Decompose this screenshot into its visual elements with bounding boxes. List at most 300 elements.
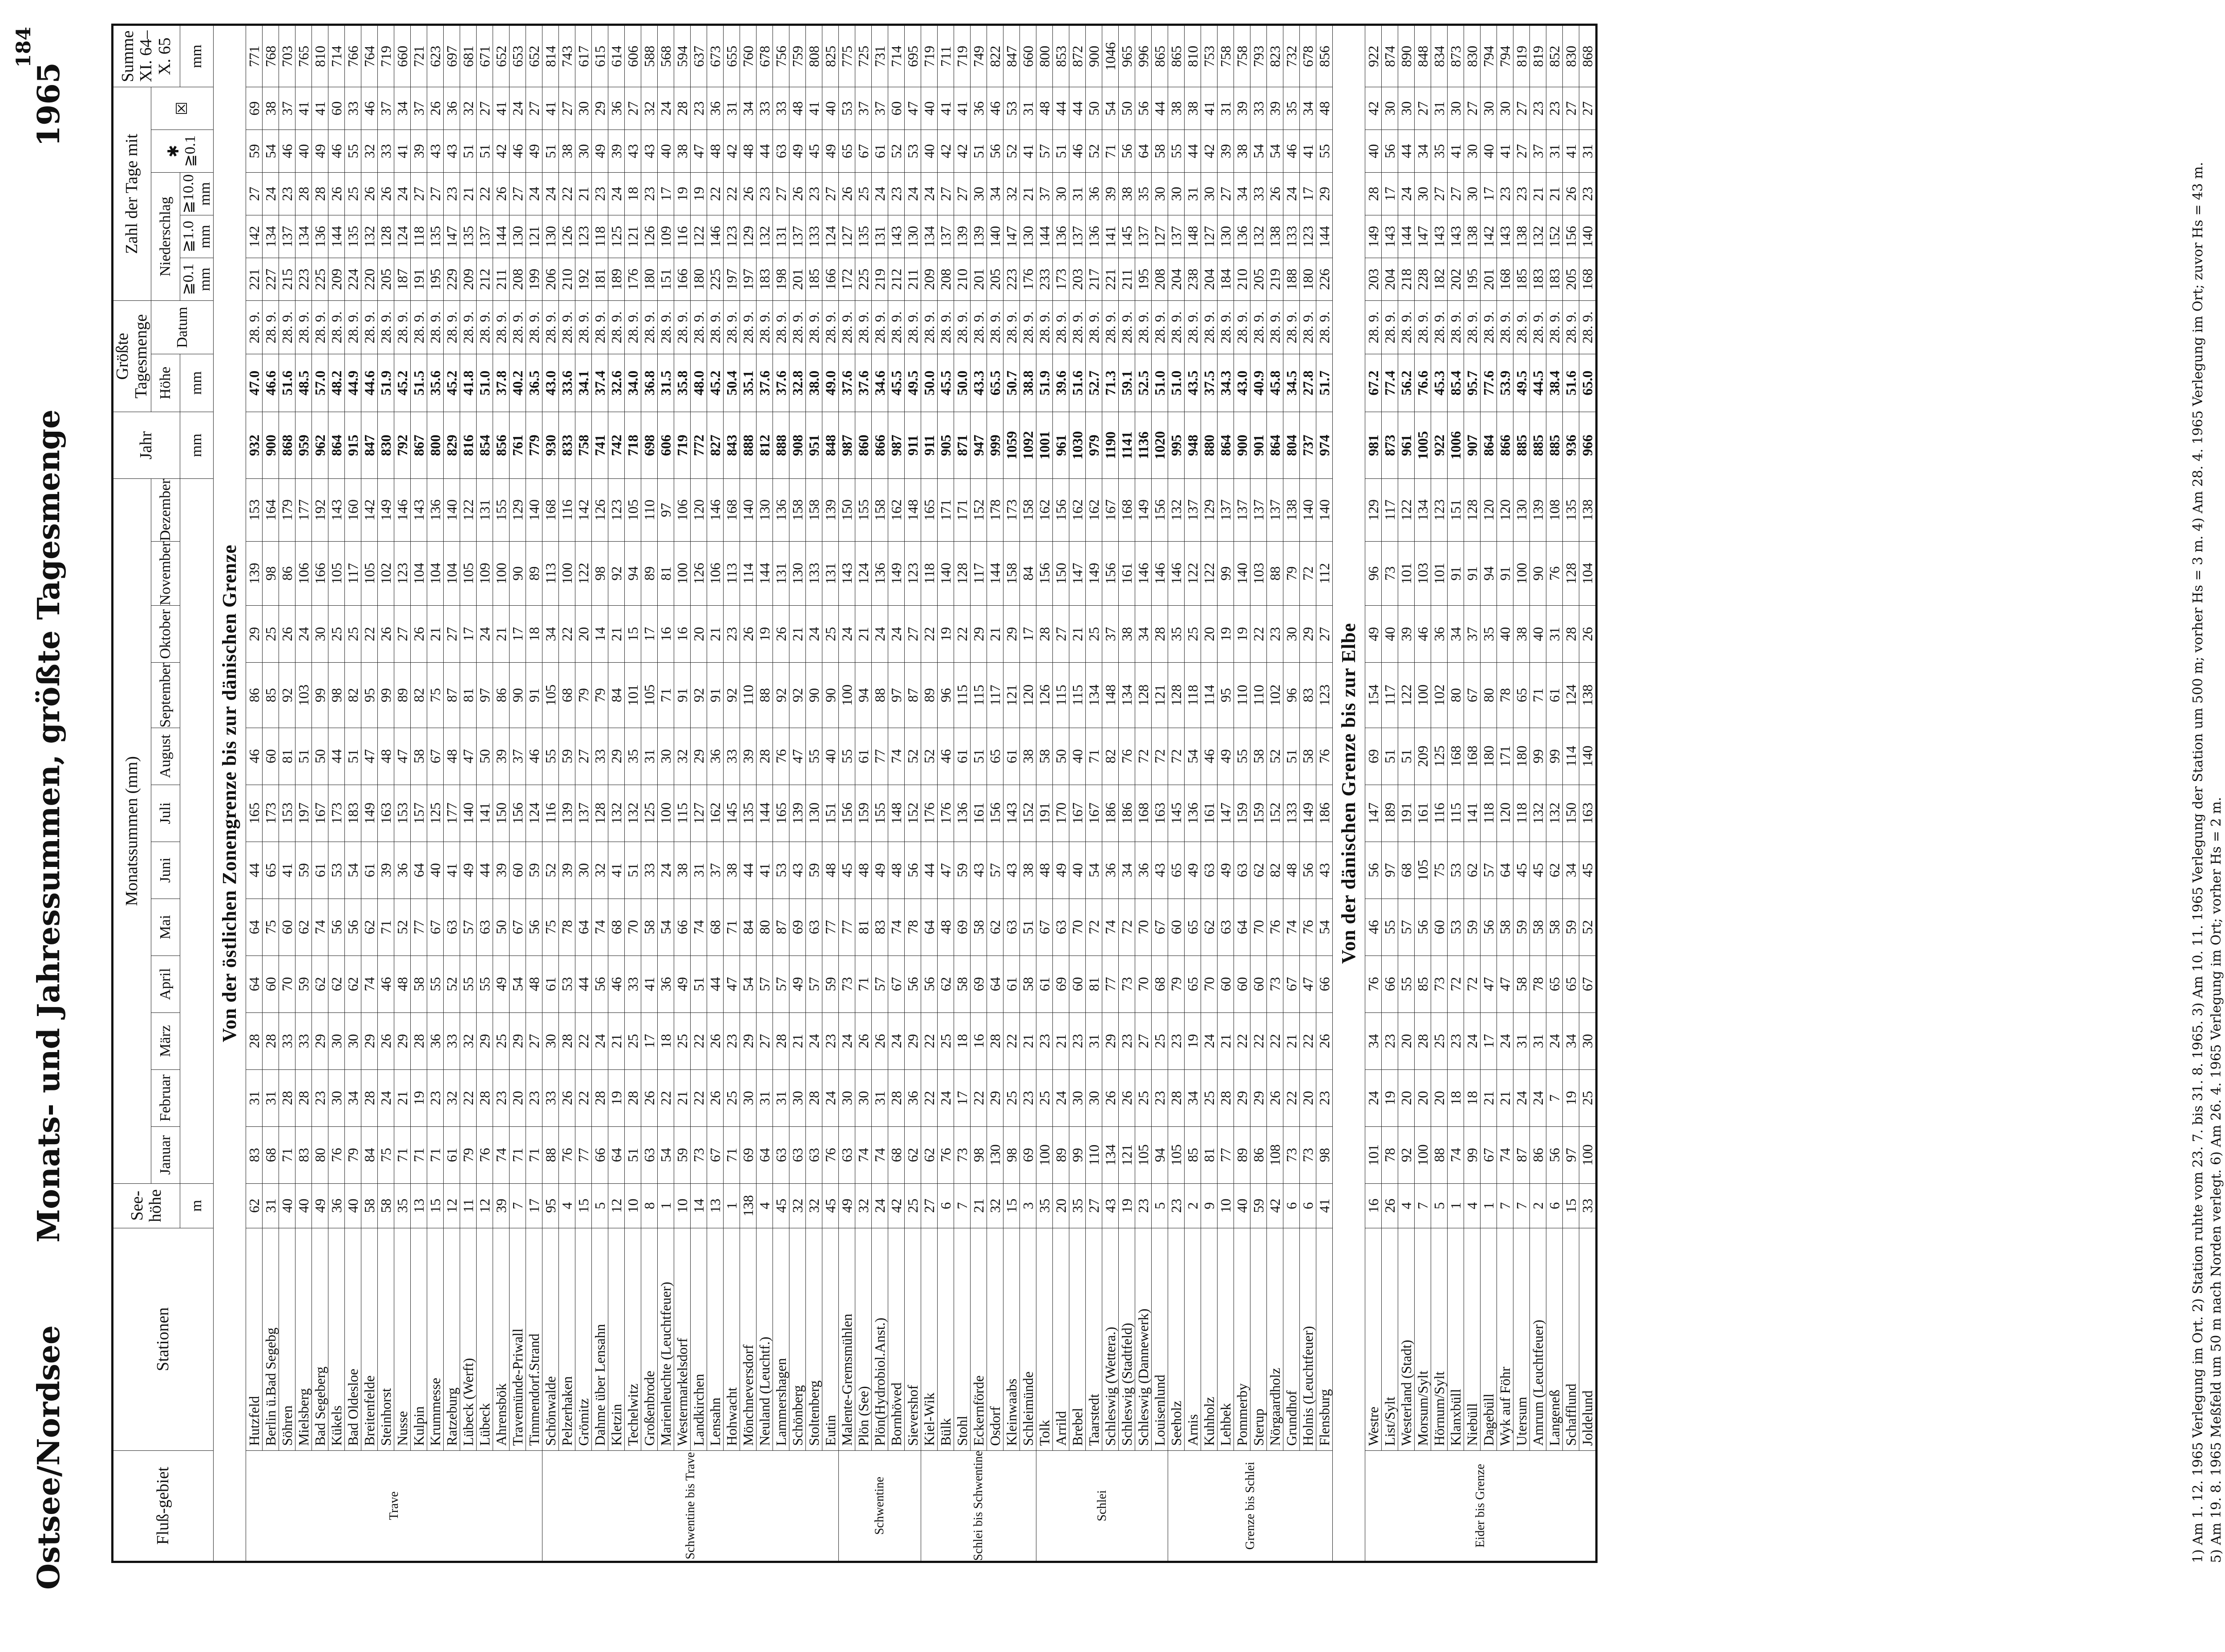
month-cell: 65: [1563, 956, 1579, 1012]
month-cell: 23: [1069, 1012, 1086, 1069]
days-snow-cell: 42: [954, 130, 971, 173]
table-row: [1579, 25, 1597, 1562]
days-snow-cell: 49: [592, 130, 608, 173]
month-cell: 96: [938, 663, 954, 728]
month-cell: 48: [888, 842, 905, 899]
table-row: [1415, 25, 1431, 1562]
days-n2-cell: 140: [987, 215, 1003, 258]
days-n3-cell: 24: [394, 173, 411, 215]
month-cell: 63: [789, 1126, 806, 1183]
station-name: Schleswig (Stadtfeld): [1119, 1228, 1135, 1450]
station-name: Kükels: [328, 1228, 345, 1450]
month-cell: 29: [246, 606, 263, 663]
month-cell: 24: [592, 1012, 608, 1069]
days-n1-cell: 197: [740, 258, 756, 301]
max-cell: 38.4: [1546, 354, 1563, 412]
days-snow-cell: 31: [1546, 130, 1563, 173]
year-cell: 981: [1365, 412, 1382, 479]
days-n2-cell: 142: [1481, 215, 1497, 258]
month-cell: 15: [625, 606, 641, 663]
title-left: Ostsee/Nordsee: [31, 1325, 67, 1590]
station-name: List/Sylt: [1382, 1228, 1398, 1450]
month-cell: 62: [295, 899, 312, 956]
max-cell: 34.0: [625, 354, 641, 412]
station-name: Osdorf: [987, 1228, 1003, 1450]
elevation-cell: 4: [559, 1183, 575, 1228]
date-cell: 28. 9.: [921, 301, 938, 354]
station-name: Kuhholz: [1201, 1228, 1218, 1450]
month-cell: 129: [510, 479, 526, 542]
col-max-height: Höhe: [151, 354, 180, 412]
sum-cell: 678: [1300, 25, 1316, 87]
days-thunder-cell: 40: [822, 87, 839, 130]
month-cell: 177: [295, 479, 312, 542]
month-cell: 81: [1201, 1126, 1218, 1183]
month-cell: 137: [1234, 479, 1250, 542]
month-cell: 136: [872, 541, 888, 606]
days-n3-cell: 23: [756, 173, 773, 215]
year-cell: 812: [756, 412, 773, 479]
month-cell: 58: [641, 899, 658, 956]
month-cell: 48: [1036, 842, 1053, 899]
sum-cell: 900: [1086, 25, 1102, 87]
days-thunder-cell: 46: [987, 87, 1003, 130]
days-n1-cell: 209: [460, 258, 477, 301]
station-name: Landkirchen: [691, 1228, 707, 1450]
month-cell: 48: [855, 842, 872, 899]
month-cell: 112: [1316, 541, 1333, 606]
month-cell: 73: [1431, 956, 1448, 1012]
month-cell: 140: [444, 479, 460, 542]
month-cell: 40: [1530, 606, 1546, 663]
days-n1-cell: 233: [1036, 258, 1053, 301]
month-cell: 16: [658, 606, 674, 663]
month-cell: 26: [378, 606, 394, 663]
month-cell: 51: [1398, 728, 1415, 785]
month-cell: 35: [625, 728, 641, 785]
date-cell: 28. 9.: [312, 301, 328, 354]
month-cell: 38: [1513, 606, 1530, 663]
month-cell: 73: [1119, 956, 1135, 1012]
days-n3-cell: 27: [773, 173, 789, 215]
days-thunder-cell: 31: [1431, 87, 1448, 130]
month-cell: 106: [707, 541, 724, 606]
days-n1-cell: 208: [1152, 258, 1168, 301]
month-cell: 25: [724, 1069, 740, 1126]
days-thunder-cell: 46: [361, 87, 378, 130]
days-n2-cell: 138: [1267, 215, 1283, 258]
table-body: [214, 25, 1597, 1562]
month-cell: 140: [460, 785, 477, 842]
month-cell: 18: [526, 606, 542, 663]
month-cell: 24: [806, 606, 822, 663]
thunder-box-icon: ☒: [151, 87, 214, 130]
month-cell: 77: [822, 899, 839, 956]
station-name: Joldelund: [1579, 1228, 1597, 1450]
month-cell: 65: [1168, 842, 1185, 899]
month-cell: 54: [1086, 842, 1102, 899]
month-cell: 63: [1234, 842, 1250, 899]
month-cell: 71: [1530, 663, 1546, 728]
month-cell: 89: [1053, 1126, 1069, 1183]
month-cell: 117: [987, 663, 1003, 728]
month-cell: 82: [1102, 728, 1119, 785]
col-days-group: Zahl der Tage mit: [113, 87, 151, 301]
days-n1-cell: 183: [756, 258, 773, 301]
max-cell: 67.2: [1365, 354, 1382, 412]
month-cell: 154: [1365, 663, 1382, 728]
date-cell: 28. 9.: [938, 301, 954, 354]
days-snow-cell: 63: [773, 130, 789, 173]
max-cell: 37.8: [493, 354, 510, 412]
days-snow-cell: 40: [1481, 130, 1497, 173]
month-cell: 7: [1546, 1069, 1563, 1126]
month-cell: 24: [839, 606, 855, 663]
station-name: Berlin ü.Bad Segebg: [263, 1228, 279, 1450]
days-n1-cell: 208: [938, 258, 954, 301]
year-cell: 922: [1431, 412, 1448, 479]
year-cell: 854: [477, 412, 493, 479]
month-cell: 155: [493, 479, 510, 542]
month-cell: 23: [724, 606, 740, 663]
elevation-cell: 15: [575, 1183, 592, 1228]
days-snow-cell: 45: [806, 130, 822, 173]
year-cell: 907: [1464, 412, 1481, 479]
month-cell: 22: [921, 1069, 938, 1126]
date-cell: 28. 9.: [905, 301, 921, 354]
month-cell: 41: [608, 842, 625, 899]
month-cell: 58: [1546, 899, 1563, 956]
month-cell: 135: [740, 785, 756, 842]
col-max-group: Größte Tagesmenge: [113, 301, 151, 412]
days-snow-cell: 46: [510, 130, 526, 173]
month-cell: 45: [1530, 842, 1546, 899]
year-cell: 1030: [1069, 412, 1086, 479]
month-cell: 26: [1316, 1012, 1333, 1069]
month-cell: 128: [1563, 541, 1579, 606]
month-cell: 23: [1448, 1012, 1464, 1069]
month-cell: 158: [1020, 479, 1036, 542]
month-cell: 28: [1563, 606, 1579, 663]
days-snow-cell: 40: [295, 130, 312, 173]
sum-cell: 819: [1513, 25, 1530, 87]
month-cell: 22: [460, 1069, 477, 1126]
max-cell: 38.8: [1020, 354, 1036, 412]
days-n1-cell: 225: [707, 258, 724, 301]
days-n2-cell: 143: [1448, 215, 1464, 258]
month-cell: 91: [1448, 541, 1464, 606]
month-cell: 18: [954, 1012, 971, 1069]
month-cell: 140: [1579, 728, 1597, 785]
month-cell: 114: [740, 541, 756, 606]
max-cell: 49.5: [905, 354, 921, 412]
days-thunder-cell: 69: [246, 87, 263, 130]
month-cell: 52: [905, 728, 921, 785]
max-cell: 48.0: [691, 354, 707, 412]
month-cell: 144: [987, 541, 1003, 606]
month-cell: 89: [394, 663, 411, 728]
days-thunder-cell: 37: [872, 87, 888, 130]
elevation-cell: 49: [312, 1183, 328, 1228]
days-n3-cell: 26: [740, 173, 756, 215]
days-n1-cell: 201: [1481, 258, 1497, 301]
month-cell: 136: [954, 785, 971, 842]
days-n2-cell: 152: [1546, 215, 1563, 258]
month-cell: 22: [575, 1069, 592, 1126]
days-n1-cell: 181: [592, 258, 608, 301]
year-cell: 779: [526, 412, 542, 479]
month-cell: 74: [1102, 899, 1119, 956]
month-cell: 34: [1563, 842, 1579, 899]
max-cell: 37.4: [592, 354, 608, 412]
table-row: [954, 25, 971, 1562]
year-cell: 741: [592, 412, 608, 479]
month-cell: 36: [707, 728, 724, 785]
month-cell: 28: [1036, 606, 1053, 663]
station-name: Lübeck (Werft): [460, 1228, 477, 1450]
max-cell: 34.5: [1283, 354, 1300, 412]
page-number: 184: [12, 27, 35, 68]
month-cell: 65: [1185, 899, 1201, 956]
month-cell: 70: [1135, 956, 1152, 1012]
days-thunder-cell: 34: [1300, 87, 1316, 130]
elevation-cell: 12: [477, 1183, 493, 1228]
month-cell: 19: [1563, 1069, 1579, 1126]
month-cell: 23: [427, 1069, 444, 1126]
month-cell: 100: [839, 663, 855, 728]
month-cell: 146: [1152, 541, 1168, 606]
month-cell: 143: [328, 479, 345, 542]
month-cell: 138: [1579, 663, 1597, 728]
date-cell: 28. 9.: [971, 301, 987, 354]
month-cell: 49: [1185, 842, 1201, 899]
sum-cell: 695: [905, 25, 921, 87]
days-thunder-cell: 38: [1168, 87, 1185, 130]
days-n2-cell: 143: [1497, 215, 1513, 258]
month-cell: 105: [625, 479, 641, 542]
table-row: [888, 25, 905, 1562]
month-cell: 55: [1382, 899, 1398, 956]
month-cell: 70: [625, 899, 641, 956]
month-cell: 72: [1300, 541, 1316, 606]
month-cell: 105: [460, 541, 477, 606]
days-n2-cell: 142: [246, 215, 263, 258]
month-cell: 151: [822, 785, 839, 842]
month-cell: 55: [477, 956, 493, 1012]
month-cell: 33: [295, 1012, 312, 1069]
month-cell: 34: [1365, 1012, 1382, 1069]
sum-cell: 775: [839, 25, 855, 87]
year-cell: 885: [1530, 412, 1546, 479]
year-cell: 606: [658, 412, 674, 479]
month-cell: 76: [1300, 899, 1316, 956]
month-cell: 165: [921, 479, 938, 542]
month-cell: 21: [427, 606, 444, 663]
days-snow-cell: 52: [888, 130, 905, 173]
month-cell: 97: [658, 479, 674, 542]
month-cell: 167: [1102, 479, 1119, 542]
year-cell: 864: [1481, 412, 1497, 479]
month-cell: 68: [559, 663, 575, 728]
month-cell: 151: [1448, 479, 1464, 542]
days-n1-cell: 209: [328, 258, 345, 301]
month-cell: 47: [938, 842, 954, 899]
month-cell: 103: [1415, 541, 1431, 606]
table-row: [839, 25, 855, 1562]
month-cell: 101: [1398, 541, 1415, 606]
date-cell: 28. 9.: [394, 301, 411, 354]
month-cell: 50: [493, 899, 510, 956]
max-cell: 53.9: [1497, 354, 1513, 412]
month-cell: 24: [658, 842, 674, 899]
month-cell: 24: [872, 606, 888, 663]
sum-cell: 568: [658, 25, 674, 87]
month-cell: 47: [361, 728, 378, 785]
days-thunder-cell: 38: [263, 87, 279, 130]
month-cell: 63: [1003, 899, 1020, 956]
table-row: [724, 25, 740, 1562]
month-cell: 162: [707, 785, 724, 842]
days-thunder-cell: 33: [345, 87, 361, 130]
month-cell: 29: [1003, 606, 1020, 663]
month-cell: 38: [1020, 842, 1036, 899]
station-name: Techelwitz: [625, 1228, 641, 1450]
month-cell: 28: [756, 728, 773, 785]
col-n3: ≧10.0 mm: [180, 173, 214, 215]
year-cell: 742: [608, 412, 625, 479]
month-cell: 21: [789, 606, 806, 663]
month-cell: 28: [1152, 606, 1168, 663]
month-cell: 37: [1464, 606, 1481, 663]
month-cell: 53: [559, 956, 575, 1012]
month-cell: 74: [691, 899, 707, 956]
month-cell: 21: [987, 606, 1003, 663]
month-cell: 63: [444, 899, 460, 956]
month-cell: 34: [1563, 1012, 1579, 1069]
month-cell: 147: [1069, 541, 1086, 606]
month-cell: 72: [1086, 899, 1102, 956]
days-thunder-cell: 26: [427, 87, 444, 130]
month-cell: 164: [263, 479, 279, 542]
year-cell: 966: [1579, 412, 1597, 479]
sum-cell: 594: [674, 25, 691, 87]
sum-cell: 814: [542, 25, 559, 87]
month-cell: 40: [822, 728, 839, 785]
month-cell: 77: [1218, 1126, 1234, 1183]
col-month: Juli: [151, 785, 180, 842]
days-n3-cell: 23: [1497, 173, 1513, 215]
month-cell: 71: [724, 1126, 740, 1183]
month-cell: 77: [839, 899, 855, 956]
month-cell: 54: [1185, 728, 1201, 785]
elevation-cell: 31: [263, 1183, 279, 1228]
table-row: [1086, 25, 1102, 1562]
month-cell: 148: [888, 785, 905, 842]
table-row: [328, 25, 345, 1562]
month-cell: 141: [1464, 785, 1481, 842]
month-cell: 16: [971, 1012, 987, 1069]
month-cell: 62: [312, 956, 328, 1012]
days-n2-cell: 138: [1513, 215, 1530, 258]
days-n2-cell: 132: [756, 215, 773, 258]
month-cell: 153: [279, 785, 295, 842]
days-n3-cell: 30: [1415, 173, 1431, 215]
month-cell: 23: [1168, 1012, 1185, 1069]
month-cell: 62: [361, 899, 378, 956]
days-n2-cell: 121: [526, 215, 542, 258]
elevation-cell: 5: [1431, 1183, 1448, 1228]
month-cell: 78: [1382, 1126, 1398, 1183]
sum-cell: 872: [1069, 25, 1086, 87]
station-name: Malente-Gremsmühlen: [839, 1228, 855, 1450]
days-n3-cell: 24: [1398, 173, 1415, 215]
days-n1-cell: 211: [1119, 258, 1135, 301]
max-cell: 32.8: [789, 354, 806, 412]
days-n1-cell: 221: [246, 258, 263, 301]
month-cell: 115: [1448, 785, 1464, 842]
month-cell: 64: [246, 899, 263, 956]
month-cell: 113: [724, 541, 740, 606]
month-cell: 63: [1218, 899, 1234, 956]
month-cell: 25: [938, 1012, 954, 1069]
footnote-line: 1) Am 1. 12. 1965 Verlegung im Ort. 2) Station ruhte vom 23. 7. bis 31. 8. 1965. 3) Am 10. 11. 1965 Verlegung der Station um 500 m; vorher Hs = 3 m. 4) Am 28. 4. 1965 Verlegung im Ort; zuvor Hs = 43 m.: [2190, 162, 2206, 1563]
month-cell: 40: [1069, 842, 1086, 899]
station-name: Kleinwaabs: [1003, 1228, 1020, 1450]
sum-cell: 731: [872, 25, 888, 87]
elevation-cell: 32: [806, 1183, 822, 1228]
year-cell: 1190: [1102, 412, 1119, 479]
month-cell: 71: [411, 1126, 427, 1183]
month-cell: 28: [773, 1012, 789, 1069]
month-cell: 121: [1003, 663, 1020, 728]
days-n2-cell: 127: [1152, 215, 1168, 258]
days-n2-cell: 143: [1382, 215, 1398, 258]
month-cell: 56: [921, 956, 938, 1012]
days-thunder-cell: 31: [724, 87, 740, 130]
month-cell: 31: [1530, 1012, 1546, 1069]
elevation-cell: 14: [691, 1183, 707, 1228]
month-cell: 44: [707, 956, 724, 1012]
month-cell: 74: [888, 899, 905, 956]
month-cell: 125: [427, 785, 444, 842]
days-thunder-cell: 24: [658, 87, 674, 130]
days-snow-cell: 48: [740, 130, 756, 173]
month-cell: 22: [1234, 1012, 1250, 1069]
month-cell: 96: [1283, 663, 1300, 728]
days-thunder-cell: 29: [592, 87, 608, 130]
month-cell: 29: [1300, 606, 1316, 663]
month-cell: 26: [1119, 1069, 1135, 1126]
table-row: [1168, 25, 1185, 1562]
month-cell: 21: [855, 606, 872, 663]
year-cell: 816: [460, 412, 477, 479]
days-n1-cell: 202: [1448, 258, 1464, 301]
days-n1-cell: 176: [1020, 258, 1036, 301]
month-cell: 135: [1563, 479, 1579, 542]
month-cell: 43: [1152, 842, 1168, 899]
month-cell: 150: [1563, 785, 1579, 842]
col-month: Dezember: [151, 479, 180, 542]
month-cell: 130: [789, 541, 806, 606]
month-cell: 39: [740, 728, 756, 785]
month-cell: 39: [1398, 606, 1415, 663]
station-name: Stohl: [954, 1228, 971, 1450]
month-cell: 60: [1168, 899, 1185, 956]
month-cell: 149: [361, 785, 378, 842]
sum-cell: 719: [378, 25, 394, 87]
month-cell: 98: [328, 663, 345, 728]
month-cell: 61: [361, 842, 378, 899]
